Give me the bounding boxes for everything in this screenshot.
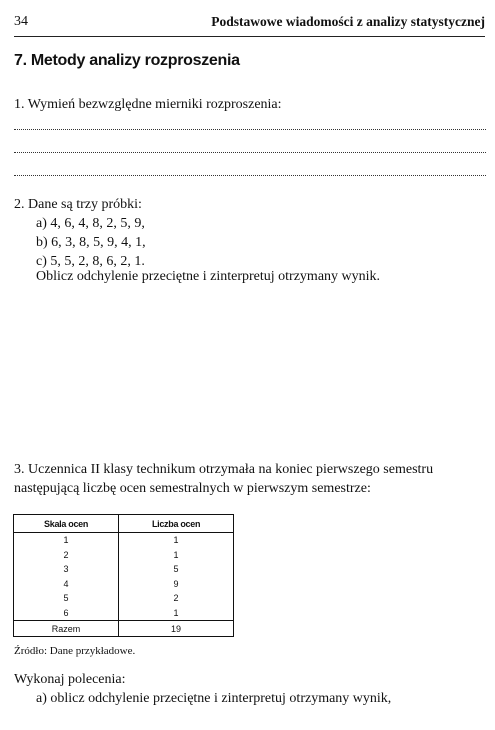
page-number: 34 xyxy=(14,14,28,29)
task2-instruction: Oblicz odchylenie przeciętne i zinterpretuj otrzymany wynik. xyxy=(36,269,381,284)
table-header-count: Liczba ocen xyxy=(119,515,234,533)
table-row: 2 1 xyxy=(14,548,234,563)
table-header-scale: Skala ocen xyxy=(14,515,119,533)
task3-line2: następującą liczbę ocen semestralnych w pierwszym semestrze: xyxy=(14,481,371,496)
table-row: 4 9 xyxy=(14,577,234,592)
table-source: Źródło: Dane przykładowe. xyxy=(14,645,136,657)
answer-line-1 xyxy=(14,128,486,130)
commands-title: Wykonaj polecenia: xyxy=(14,672,126,687)
running-title: Podstawowe wiadomości z analizy statystycznej xyxy=(211,14,485,29)
table-row: 3 5 xyxy=(14,562,234,577)
task3-line1: 3. Uczennica II klasy technikum otrzymała na koniec pierwszego semestru xyxy=(14,462,434,477)
task2-sample-b: b) 6, 3, 8, 5, 9, 4, 1, xyxy=(36,235,146,250)
table-total-row: Razem 19 xyxy=(14,621,234,637)
task1-question: 1. Wymień bezwzględne mierniki rozproszenia: xyxy=(14,97,282,112)
task2-intro: 2. Dane są trzy próbki: xyxy=(14,197,142,212)
answer-line-3 xyxy=(14,174,486,176)
answer-line-2 xyxy=(14,151,486,153)
section-title: 7. Metody analizy rozproszenia xyxy=(14,52,240,69)
grades-table xyxy=(13,514,234,637)
task2-sample-a: a) 4, 6, 4, 8, 2, 5, 9, xyxy=(36,216,145,231)
task2-sample-c: c) 5, 5, 2, 8, 6, 2, 1. xyxy=(36,254,145,269)
command-a: a) oblicz odchylenie przeciętne i zinterpretuj otrzymany wynik, xyxy=(36,691,392,706)
table-row: 1 1 xyxy=(14,533,234,548)
table-row: 5 2 xyxy=(14,591,234,606)
page-header xyxy=(14,14,485,37)
table-row: 6 1 xyxy=(14,606,234,621)
